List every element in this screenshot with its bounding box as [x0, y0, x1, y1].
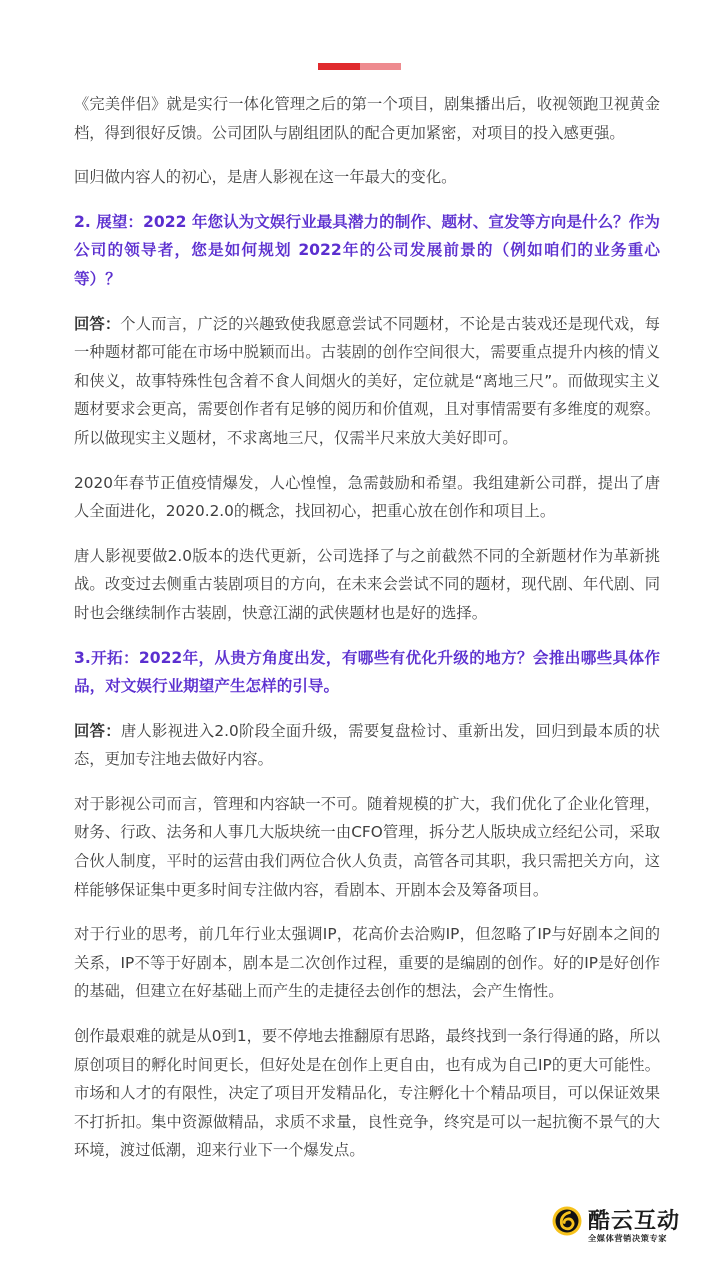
kuyun-logo — [552, 1206, 692, 1250]
paragraph-perfect-partner: 《完美伴侣》就是实行一体化管理之后的第一个项目，剧集播出后，收视领跑卫视黄金档，得到很好反馈。公司团队与剧组团队的配合更加紧密，对项目的投入感更强。 — [74, 95, 660, 142]
top-divider-bar — [318, 63, 401, 70]
logo-tagline: 全媒体营销决策专家 — [588, 1233, 668, 1243]
divider-segment-pink — [360, 63, 401, 70]
logo-name: 酷云互动 — [588, 1209, 681, 1234]
divider-segment-red — [318, 63, 360, 70]
paragraph-creation: 创作最艰难的就是从0到1，要不停地去推翻原有思路，最终找到一条行得通的路，所以原创项目的孵化时间更长，但好处是在创作上更自由，也有成为自己IP的更大可能性。市场和人才的有限性，决定了项目开发精品化，专注孵化十个精品项目，可以保证效果不打折扣。集中资源做精品，求质不求量，良性竞争，终究是可以一起抗衡不景气的大环境，渡过低潮，迎来行业下一个爆发点。 — [74, 1027, 660, 1160]
answer-label: 回答： — [74, 721, 121, 740]
answer-text: 个人而言，广泛的兴趣致使我愿意尝试不同题材，不论是古装戏还是现代戏，每一种题材都可能在市场中脱颖而出。古装剧的创作空间很大，需要重点提升内核的情义和侠义，故事特殊性包含着不食人间烟火的美好，定位就是“离地三尺”。而做现实主义题材要求会更高，需要创作者有足够的阅历和价值观，且对事情需要有多维度的观察。所以做现实主义题材，不求离地三尺，仅需半尺来放大美好即可。 — [74, 314, 660, 447]
question-outlook: 2. 展望：2022 年您认为文娱行业最具潜力的制作、题材、宣发等方向是什么？作为公司的领导者，您是如何规划 2022年的公司发展前景的（例如咱们的业务重心等）？ — [74, 212, 660, 288]
paragraph-version-2: 唐人影视要做2.0版本的迭代更新，公司选择了与之前截然不同的全新题材作为革新挑战。改变过去侧重古装剧项目的方向，在未来会尝试不同的题材，现代剧、年代剧、同时也会继续制作古装剧，快意江湖的武侠题材也是好的选择。 — [74, 546, 660, 622]
answer-outlook — [74, 310, 660, 453]
answer-label: 回答： — [74, 314, 121, 333]
article-body — [74, 90, 660, 1181]
paragraph-original-intention: 回归做内容人的初心，是唐人影视在这一年最大的变化。 — [74, 168, 457, 187]
paragraph-industry-ip: 对于行业的思考，前几年行业太强调IP，花高价去洽购IP，但忽略了IP与好剧本之间的关系，IP不等于好剧本，剧本是二次创作过程，重要的是编剧的创作。好的IP是好创作的基础，但建立在好基础上而产生的走捷径去创作的想法，会产生惰性。 — [74, 925, 660, 1001]
answer-text: 唐人影视进入2.0阶段全面升级，需要复盘检讨、重新出发，回归到最本质的状态，更加专注地去做好内容。 — [74, 721, 660, 769]
paragraph-spring-festival: 2020年春节正值疫情爆发，人心惶惶，急需鼓励和希望。我组建新公司群，提出了唐人全面进化，2020.2.0的概念，找回初心，把重心放在创作和项目上。 — [74, 473, 660, 521]
kuyun-logo-icon — [552, 1206, 582, 1236]
question-expansion: 3.开拓：2022年，从贵方角度出发，有哪些有优化升级的地方？会推出哪些具体作品，对文娱行业期望产生怎样的引导。 — [74, 648, 660, 696]
answer-expansion — [74, 717, 660, 774]
paragraph-management: 对于影视公司而言，管理和内容缺一不可。随着规模的扩大，我们优化了企业化管理，财务、行政、法务和人事几大版块统一由CFO管理，拆分艺人版块成立经纪公司，采取合伙人制度，平时的运营由我们两位合伙人负责，高管各司其职，我只需把关方向，这样能够保证集中更多时间专注做内容，看剧本、开剧本会及筹备项目。 — [74, 794, 660, 899]
